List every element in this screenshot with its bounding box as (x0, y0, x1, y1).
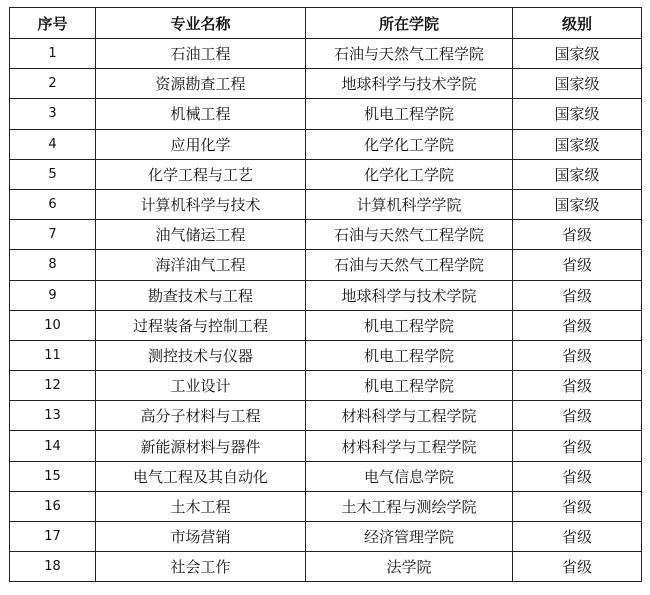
cell-major-name: 土木工程 (96, 491, 306, 521)
cell-index: 2 (10, 69, 96, 99)
majors-table-container (9, 7, 641, 582)
cell-index: 7 (10, 220, 96, 250)
cell-level: 省级 (513, 431, 642, 461)
cell-level: 国家级 (513, 129, 642, 159)
cell-level: 省级 (513, 310, 642, 340)
cell-college: 经济管理学院 (306, 522, 513, 552)
cell-level: 省级 (513, 491, 642, 521)
cell-major-name: 油气储运工程 (96, 220, 306, 250)
cell-level: 省级 (513, 280, 642, 310)
cell-college: 机电工程学院 (306, 310, 513, 340)
cell-index: 18 (10, 552, 96, 582)
table-row (10, 522, 642, 552)
cell-major-name: 过程装备与控制工程 (96, 310, 306, 340)
table-body (10, 39, 642, 582)
table-row (10, 340, 642, 370)
cell-level: 国家级 (513, 159, 642, 189)
cell-level: 省级 (513, 401, 642, 431)
cell-index: 12 (10, 371, 96, 401)
table-row (10, 461, 642, 491)
table-row (10, 401, 642, 431)
cell-major-name: 资源勘查工程 (96, 69, 306, 99)
table-row (10, 39, 642, 69)
cell-college: 机电工程学院 (306, 371, 513, 401)
cell-level: 国家级 (513, 99, 642, 129)
cell-major-name: 应用化学 (96, 129, 306, 159)
cell-level: 省级 (513, 340, 642, 370)
header-level: 级别 (513, 8, 642, 39)
cell-index: 1 (10, 39, 96, 69)
table-row (10, 371, 642, 401)
cell-major-name: 海洋油气工程 (96, 250, 306, 280)
cell-level: 省级 (513, 552, 642, 582)
table-row (10, 129, 642, 159)
table-row (10, 250, 642, 280)
cell-college: 材料科学与工程学院 (306, 431, 513, 461)
cell-index: 4 (10, 129, 96, 159)
cell-index: 10 (10, 310, 96, 340)
cell-college: 电气信息学院 (306, 461, 513, 491)
cell-college: 机电工程学院 (306, 99, 513, 129)
table-row (10, 310, 642, 340)
cell-level: 省级 (513, 220, 642, 250)
table-row (10, 159, 642, 189)
cell-college: 材料科学与工程学院 (306, 401, 513, 431)
cell-index: 3 (10, 99, 96, 129)
header-major-name: 专业名称 (96, 8, 306, 39)
table-row (10, 431, 642, 461)
cell-index: 9 (10, 280, 96, 310)
header-college: 所在学院 (306, 8, 513, 39)
cell-major-name: 化学工程与工艺 (96, 159, 306, 189)
cell-major-name: 市场营销 (96, 522, 306, 552)
cell-index: 16 (10, 491, 96, 521)
cell-college: 机电工程学院 (306, 340, 513, 370)
cell-index: 11 (10, 340, 96, 370)
cell-college: 石油与天然气工程学院 (306, 220, 513, 250)
table-row (10, 552, 642, 582)
cell-index: 5 (10, 159, 96, 189)
table-row (10, 220, 642, 250)
cell-index: 6 (10, 189, 96, 219)
cell-major-name: 机械工程 (96, 99, 306, 129)
cell-college: 计算机科学学院 (306, 189, 513, 219)
cell-level: 省级 (513, 522, 642, 552)
cell-level: 省级 (513, 461, 642, 491)
table-row (10, 189, 642, 219)
cell-college: 化学化工学院 (306, 159, 513, 189)
cell-major-name: 勘查技术与工程 (96, 280, 306, 310)
table-row (10, 69, 642, 99)
cell-major-name: 计算机科学与技术 (96, 189, 306, 219)
cell-index: 15 (10, 461, 96, 491)
cell-college: 化学化工学院 (306, 129, 513, 159)
cell-college: 石油与天然气工程学院 (306, 39, 513, 69)
cell-index: 8 (10, 250, 96, 280)
header-row (10, 8, 642, 39)
cell-level: 省级 (513, 371, 642, 401)
cell-level: 省级 (513, 250, 642, 280)
cell-major-name: 测控技术与仪器 (96, 340, 306, 370)
cell-index: 17 (10, 522, 96, 552)
cell-major-name: 社会工作 (96, 552, 306, 582)
table-row (10, 491, 642, 521)
majors-table (9, 7, 642, 582)
cell-college: 法学院 (306, 552, 513, 582)
cell-college: 地球科学与技术学院 (306, 69, 513, 99)
cell-college: 石油与天然气工程学院 (306, 250, 513, 280)
header-index: 序号 (10, 8, 96, 39)
cell-major-name: 新能源材料与器件 (96, 431, 306, 461)
cell-major-name: 工业设计 (96, 371, 306, 401)
cell-college: 土木工程与测绘学院 (306, 491, 513, 521)
cell-index: 14 (10, 431, 96, 461)
table-row (10, 99, 642, 129)
cell-major-name: 高分子材料与工程 (96, 401, 306, 431)
cell-index: 13 (10, 401, 96, 431)
cell-college: 地球科学与技术学院 (306, 280, 513, 310)
cell-level: 国家级 (513, 39, 642, 69)
cell-level: 国家级 (513, 189, 642, 219)
cell-major-name: 电气工程及其自动化 (96, 461, 306, 491)
cell-level: 国家级 (513, 69, 642, 99)
cell-major-name: 石油工程 (96, 39, 306, 69)
table-row (10, 280, 642, 310)
table-header (10, 8, 642, 39)
